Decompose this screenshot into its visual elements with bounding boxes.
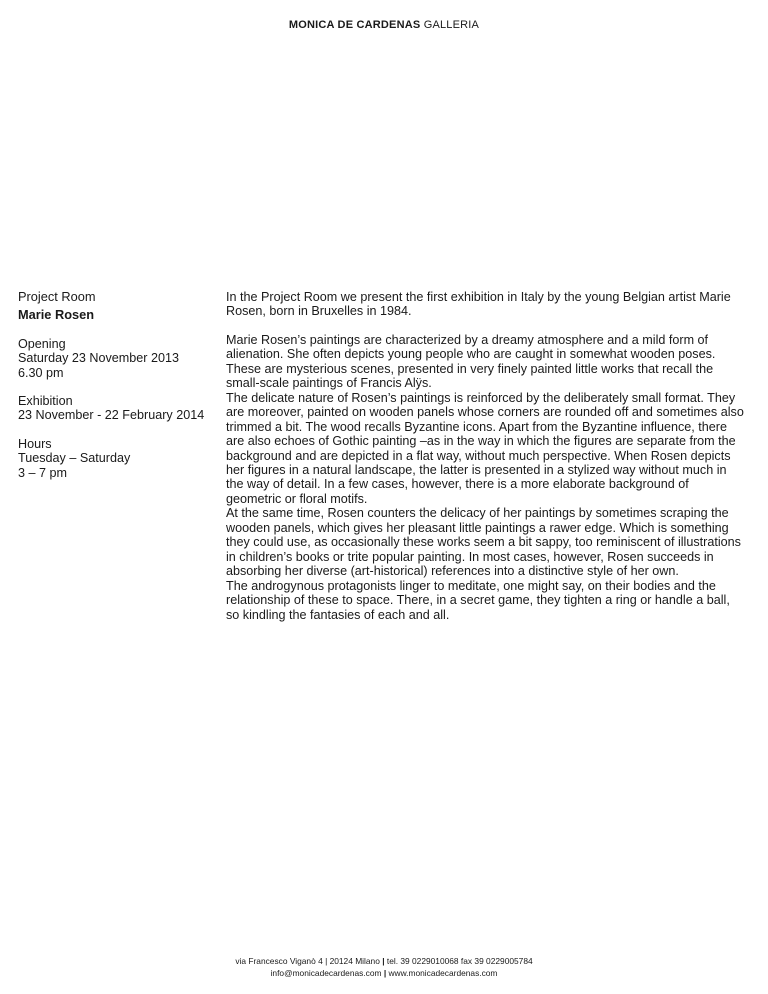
- gallery-suffix: GALLERIA: [423, 19, 480, 31]
- press-release-body: [226, 290, 746, 622]
- body-paragraph-4: The androgynous protagonists linger to meditate, one might say, on their bodies and the relationship of these to space. There, in a secret game, they tighten a ring or handle a ball, so kindling the fantasies of each and all.: [226, 578, 730, 622]
- body-paragraph-3: At the same time, Rosen counters the delicacy of her paintings by sometimes scraping the wooden panels, which gives her pleasant little paintings a rawer edge. Which is something they could use, as occasionally these works seem a bit sappy, too reminiscent of illustrations in children’s books or trite popular painting. In most cases, however, Rosen succeeds in absorbing her diverse (art-historical) references into a distinctive style of her own.: [226, 506, 741, 579]
- footer: [0, 956, 768, 979]
- body-paragraph-1: Marie Rosen’s paintings are characterized by a dreamy atmosphere and a mild form of alienation. She often depicts young people who are caught in somewhat wooden poses. These are mysterious scenes, presented in very finely painted little works that recall the small-scale paintings of Francis Alÿs.: [226, 332, 716, 391]
- gallery-name: MONICA DE CARDENAS: [288, 19, 421, 31]
- intro-paragraph: In the Project Room we present the first exhibition in Italy by the young Belgian artist Marie Rosen, born in Bruxelles in 1984.: [226, 290, 731, 319]
- artist-name: Marie Rosen: [18, 307, 95, 323]
- section-title: Project Room: [18, 289, 96, 304]
- gallery-header: [0, 19, 768, 31]
- footer-separator: |: [383, 967, 389, 978]
- hours-block: [18, 437, 218, 480]
- footer-website-link[interactable]: www.monicadecardenas.com: [388, 967, 498, 978]
- exhibition-block: [18, 394, 218, 423]
- opening-date: Saturday 23 November 2013: [18, 351, 180, 366]
- hours-time: 3 – 7 pm: [18, 465, 68, 480]
- footer-separator: |: [325, 956, 330, 966]
- opening-time: 6.30 pm: [18, 365, 64, 380]
- footer-city: 20124 Milano: [329, 956, 380, 966]
- body-paragraph-2: The delicate nature of Rosen’s paintings is reinforced by the deliberately small format. They are moreover, painted on wooden panels whose corners are rounded off and sometimes also trimmed a bit. The wood recalls Byzantine icons. Apart from the Byzantine influence, there are also echoes of Gothic painting –as in the way in which the figures are separate from the background and are depicted in a flat way, without much perspective. When Rosen depicts her figures in a natural landscape, the latter is presented in a stylized way without much in the way of detail. In a few cases, however, there is a more elaborate background of geometric or floral motifs.: [226, 390, 744, 506]
- hours-label: Hours: [18, 436, 52, 451]
- footer-line-2: [0, 968, 768, 980]
- opening-label: Opening: [18, 336, 66, 351]
- footer-phones: tel. 39 0229010068 fax 39 0229005784: [386, 956, 533, 966]
- exhibition-label: Exhibition: [18, 394, 73, 409]
- footer-separator: |: [382, 956, 387, 966]
- exhibition-dates: 23 November - 22 February 2014: [18, 408, 205, 423]
- opening-block: [18, 337, 218, 380]
- exhibition-info: [18, 290, 218, 480]
- hours-days: Tuesday – Saturday: [18, 451, 131, 466]
- footer-line-1: [0, 956, 768, 968]
- footer-email-link[interactable]: info@monicadecardenas.com: [270, 967, 382, 978]
- footer-address: via Francesco Viganò 4: [235, 956, 323, 966]
